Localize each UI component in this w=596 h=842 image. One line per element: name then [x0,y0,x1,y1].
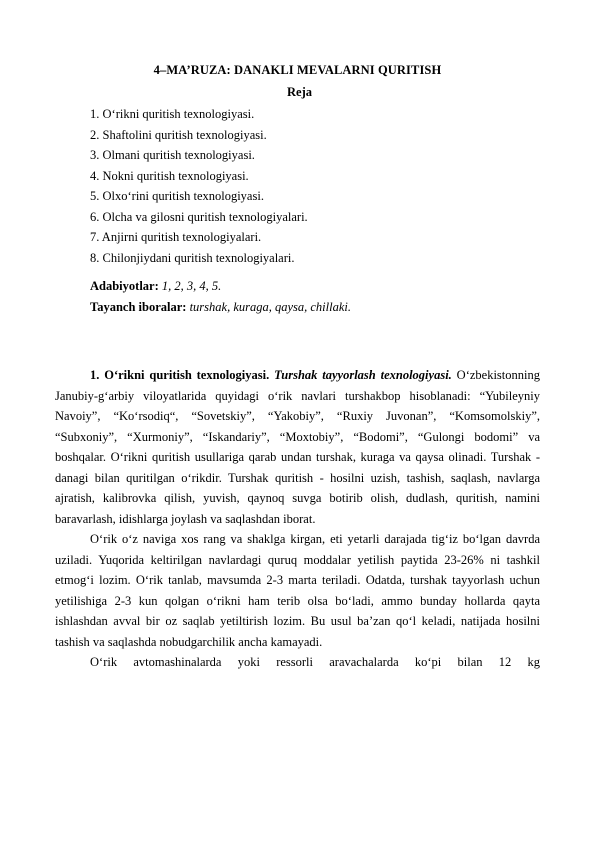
plan-item: 6. Olcha va gilosni quritish texnologiyalari. [90,209,308,224]
keywords-line [90,300,351,315]
plan-item: 8. Chilonjiydani quritish texnologiyalari. [90,250,295,265]
paragraph-1 [55,365,540,529]
paragraph-3: O‘rik avtomashinalarda yoki ressorli aravachalarda ko‘pi bilan 12 kg [90,655,540,669]
paragraph-2: O‘rik o‘z naviga xos rang va shaklga kirgan, eti yetarli darajada tig‘iz bo‘lgan davrda uziladi. Yuqorida keltirilgan navlardagi quruq moddalar yetilish paytida 23-26% ni tashkil etmog‘i lozim. O‘rik tanlab, mavsumda 2-3 marta teriladi. Odatda, turshak tayyorlash uchun yetilishiga 2-3 kun qolgan o‘rikni ham terib olsa bo‘ladi, ammo bunday hollarda qayta ishlashdan avval bir oz saqlab yetiltirish lozim. Bu usul ba’zan qo‘l keladi, natijada hosilni tashish va saqlashda nobudgarchilik ancha kamayadi. [55,532,540,649]
literature-label: Adabiyotlar: [90,279,159,293]
literature-line [90,279,221,294]
plan-item: 5. Olxo‘rini quritish texnologiyasi. [90,189,264,203]
plan-item: 7. Anjirni quritish texnologiyalari. [90,230,262,244]
keywords-label: Tayanch iboralar: [90,300,187,314]
literature-value: 1, 2, 3, 4, 5. [158,279,222,293]
section-heading: 1. O‘rikni quritish texnologiyasi. [90,368,270,382]
paragraph-1-text: O‘zbekistonning Janubiy-g‘arbiy viloyatlarida quyidagi o‘rik navlari turshakbop hisoblanadi: “Yubileyniy Navoiy”, “Ko‘rsodiq“, “Sovetskiy”, “Yakobiy”, “Ruxiy Juvonan”, “Komsomolskiy”, “Subxoniy”, “Xurmoniy”, “Iskandariy”, “Moxtobiy”, “Bodomi”, “Gulongi bodomi” va boshqalar. O‘rikni quritish usullariga qarab undan turshak, kuraga va qaysa olinadi. Turshak - danagi bilan quritilgan o‘rikdir. Turshak quritish - hosilni uzish, tashish, saqlash, navlarga ajratish, kalibrovka qilish, yuvish, qaynoq suvga botirib olish, dudlash, quritish, namini baravarlash, idishlarga joylash va saqlashdan iborat. [55,368,540,526]
plan-list [90,104,308,268]
plan-item: 2. Shaftolini quritish texnologiyasi. [90,127,267,142]
plan-item: 3. Olmani quritish texnologiyasi. [90,148,255,162]
plan-heading: Reja [287,85,312,99]
keywords-value: turshak, kuraga, qaysa, chillaki. [186,300,352,314]
lecture-title: 4–MA’RUZA: DANAKLI MEVALARNI QURITISH [153,63,442,77]
plan-item: 1. O‘rikni quritish texnologiyasi. [90,107,255,121]
section-subheading: Turshak tayyorlash texnologiyasi. [274,368,452,382]
lecture-body [55,365,540,673]
plan-item: 4. Nokni quritish texnologiyasi. [90,168,249,183]
